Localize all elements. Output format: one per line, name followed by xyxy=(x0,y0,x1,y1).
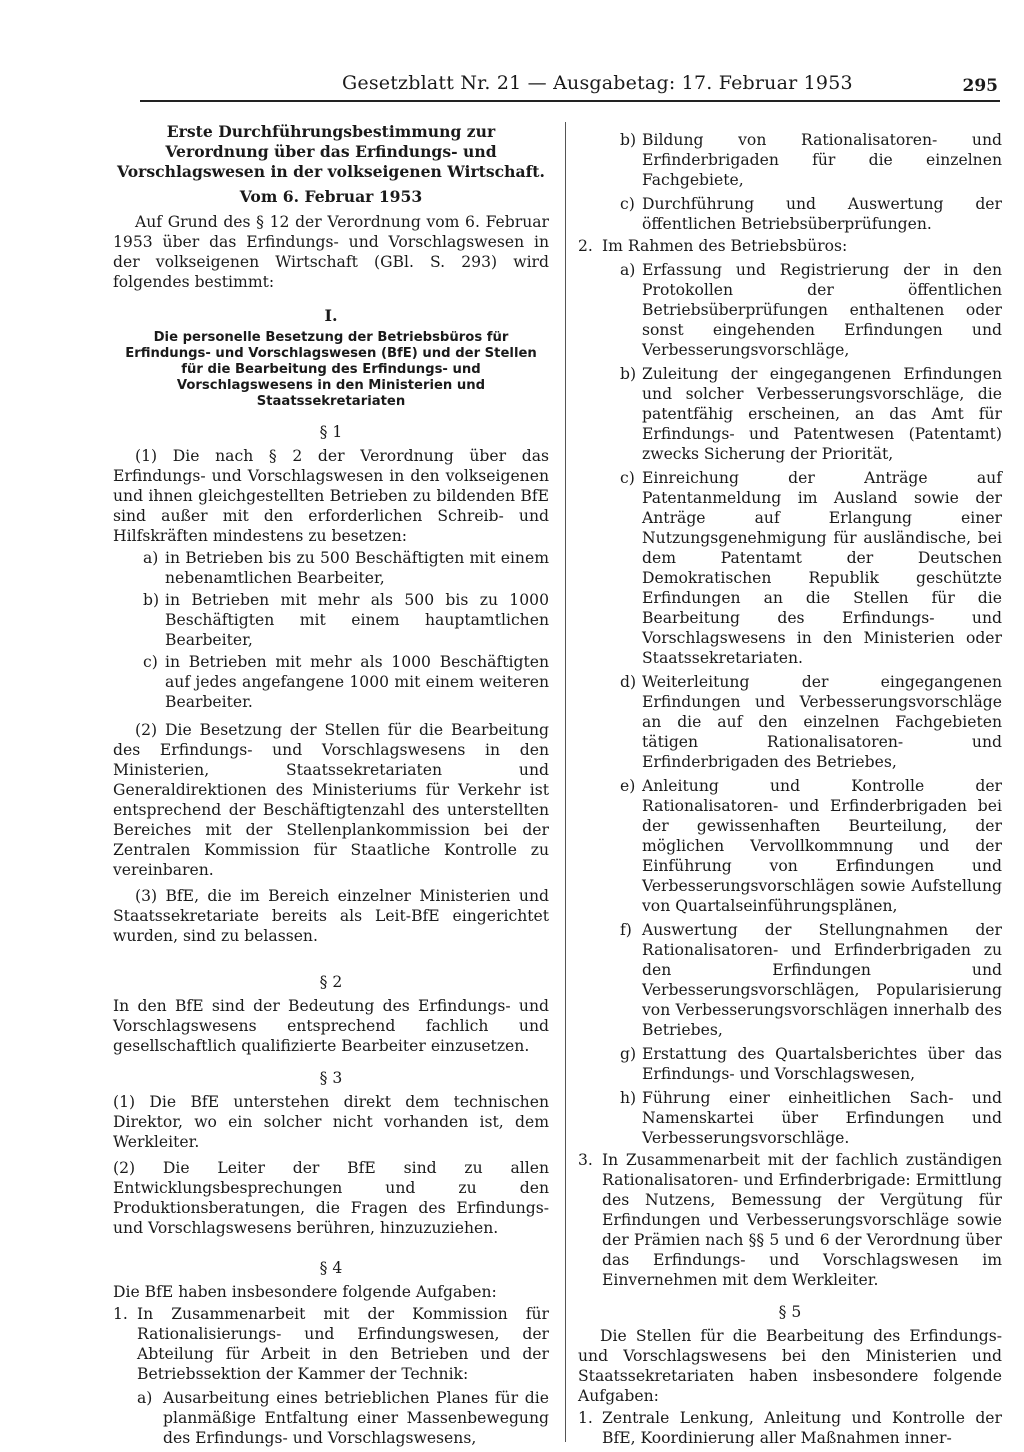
paragraph-3-subsection-2: (2) Die Leiter der BfE sind zu allen Entwicklungsbesprechungen und zu den Produktionsberatungen, die Fragen des Erfindungs- und Vorschlagswesens berühren, hinzuzuziehen. xyxy=(113,1159,549,1237)
list-item xyxy=(578,1408,1002,1448)
list-item-text: Zuleitung der eingegangenen Erfindungen und solcher Verbesserungsvorschläge, die patentfähig erscheinen, an das Amt für Erfindungs- und Patentwesen (Patentamt) zwecks Sicherung der Priorität, xyxy=(642,365,1002,463)
list-item xyxy=(578,364,1002,464)
list-item xyxy=(578,1088,1002,1148)
list-item-label: 2. xyxy=(578,237,593,255)
list-item-label: 1. xyxy=(113,1305,128,1323)
paragraph-2-text: In den BfE sind der Bedeutung des Erfindungs- und Vorschlagswesens entsprechend fachlich und gesellschaftlich qualifizierte Bearbeiter einzusetzen. xyxy=(113,997,549,1055)
list-item xyxy=(578,194,1002,234)
page-number: 295 xyxy=(962,76,998,96)
paragraph-1-subsection-1: (1) Die nach § 2 der Verordnung über das Erfindungs- und Vorschlagswesen in den volkseigenen und ihnen gleichgestellten Betrieben zu bildenden BfE sind außer mit den erforderlichen Schreib- und Hilfskräften mindestens zu besetzen: xyxy=(113,447,549,545)
paragraph-3-subsection-1: (1) Die BfE unterstehen direkt dem technischen Direktor, wo ein solcher nicht vorhanden ist, dem Werkleiter. xyxy=(113,1093,549,1151)
section-numeral: I. xyxy=(324,306,338,325)
list-item xyxy=(113,590,549,650)
list-item xyxy=(578,468,1002,668)
list-item xyxy=(113,652,549,712)
list-item xyxy=(578,1044,1002,1084)
list-item-label: h) xyxy=(620,1089,637,1107)
list-item-label: e) xyxy=(620,777,636,795)
list-item xyxy=(578,130,1002,190)
list-item-label: a) xyxy=(620,261,636,279)
list-item-text: In Zusammenarbeit mit der fachlich zuständigen Rationalisatoren- und Erfinderbrigade: Ermittlung des Nutzens, Bemessung der Vergütung für Erfindungen und Verbesserungsvorschläge sowie der Prämien nach §§ 5 und 6 der Verordnung über das Erfindungs- und Vorschlagswesen im Einvernehmen mit dem Werkleiter. xyxy=(602,1151,1002,1289)
list-item-label: 3. xyxy=(578,1151,593,1169)
paragraph-1-heading: § 1 xyxy=(319,423,343,441)
list-item-label: a) xyxy=(137,1389,153,1407)
list-item-text: Im Rahmen des Betriebsbüros: xyxy=(602,237,848,255)
list-item-text: Einreichung der Anträge auf Patentanmeldung im Ausland sowie der Anträge auf Erlangung einer Nutzungsgenehmigung für ausländische, bei dem Patentamt der Deutschen Demokratischen Republik geschützte Erfindungen an die Stellen für die Bearbeitung des Erfindungs- und Vorschlagswesens in den Ministerien oder Staatssekretariaten. xyxy=(642,469,1002,667)
list-item xyxy=(113,1304,549,1384)
list-item-label: c) xyxy=(620,195,635,213)
list-item xyxy=(578,1150,1002,1290)
list-item-text: Erstattung des Quartalsberichtes über das Erfindungs- und Vorschlagswesen, xyxy=(642,1045,1002,1083)
list-item-label: c) xyxy=(620,469,635,487)
list-item xyxy=(578,236,1002,256)
paragraph-4-intro: Die BfE haben insbesondere folgende Aufgaben: xyxy=(113,1283,497,1301)
paragraph-2-heading: § 2 xyxy=(319,973,343,991)
paragraph-4-heading: § 4 xyxy=(319,1259,343,1277)
list-item xyxy=(113,1388,549,1448)
list-item-text: Anleitung und Kontrolle der Rationalisatoren- und Erfinderbrigaden bei der gewissenhaften Beurteilung, der möglichen Vervollkommnung und der Einführung von Erfindungen und Verbesserungsvorschlägen sowie Aufstellung von Quartalseinführungsplänen, xyxy=(642,777,1002,915)
list-item-text: Durchführung und Auswertung der öffentlichen Betriebsüberprüfungen. xyxy=(642,195,1002,233)
list-item-label: b) xyxy=(143,591,160,609)
list-item-text: Bildung von Rationalisatoren- und Erfinderbrigaden für die einzelnen Fachgebiete, xyxy=(642,131,1002,189)
list-item-text: Erfassung und Registrierung der in den Protokollen der öffentlichen Betriebsüberprüfungen enthaltenen oder sonst eingehenden Erfindungen und Verbesserungsvorschläge, xyxy=(642,261,1002,359)
list-item-text: Zentrale Lenkung, Anleitung und Kontrolle der BfE, Koordinierung aller Maßnahmen inner- xyxy=(602,1409,1002,1447)
list-item-label: b) xyxy=(620,131,637,149)
list-item-text: in Betrieben mit mehr als 500 bis zu 1000 Beschäftigten mit einem hauptamtlichen Bearbeiter, xyxy=(165,591,549,649)
list-item-label: f) xyxy=(620,921,632,939)
page-header xyxy=(140,72,1000,102)
intro-paragraph: Auf Grund des § 12 der Verordnung vom 6. Februar 1953 über das Erfindungs- und Vorschlagswesen in der volkseigenen Wirtschaft (GBl. S. 293) wird folgendes bestimmt: xyxy=(113,213,549,291)
list-item-label: a) xyxy=(143,549,159,567)
document-title: Erste Durchführungsbestimmung zur Verordnung über das Erfindungs- und Vorschlagswesen in der volkseigenen Wirtschaft. xyxy=(117,122,545,181)
list-item-text: Weiterleitung der eingegangenen Erfindungen und Verbesserungsvorschläge an die auf den einzelnen Fachgebieten tätigen Rationalisatoren- und Erfinderbrigaden des Betriebes, xyxy=(642,673,1002,771)
paragraph-5-text: Die Stellen für die Bearbeitung des Erfindungs- und Vorschlagswesens bei den Ministerien und Staatssekretariaten haben insbesondere folgende Aufgaben: xyxy=(578,1327,1002,1405)
list-item-text: In Zusammenarbeit mit der Kommission für Rationalisierungs- und Erfindungswesen, der Abteilung für Arbeit in den Betrieben und der Betriebssektion der Kammer der Technik: xyxy=(137,1305,549,1383)
list-item xyxy=(578,672,1002,772)
list-item-label: c) xyxy=(143,653,158,671)
list-item-label: b) xyxy=(620,365,637,383)
list-item-label: 1. xyxy=(578,1409,593,1427)
paragraph-1-subsection-3: (3) BfE, die im Bereich einzelner Ministerien und Staatssekretariate bereits als Leit-BfE eingerichtet wurden, sind zu belassen. xyxy=(113,887,549,945)
list-item xyxy=(578,260,1002,360)
list-item xyxy=(578,776,1002,916)
left-column xyxy=(113,122,549,1448)
paragraph-1-subsection-2: (2) Die Besetzung der Stellen für die Bearbeitung des Erfindungs- und Vorschlagswesens in den Ministerien, Staatssekretariaten und Generaldirektionen des Ministeriums für Verkehr ist entsprechend der Beschäftigtenzahl des unterstellten Bereiches mit der Stellenplankommission bei der Zentralen Kommission für Staatliche Kontrolle zu vereinbaren. xyxy=(113,721,549,879)
column-divider xyxy=(565,122,566,1442)
list-item-text: in Betrieben bis zu 500 Beschäftigten mit einem nebenamtlichen Bearbeiter, xyxy=(165,549,549,587)
section-heading: Die personelle Besetzung der Betriebsbüros für Erfindungs- und Vorschlagswesen (BfE) und der Stellen für die Bearbeitung des Erfindungs- und Vorschlagswesens in den Ministerien und Staatssekretariaten xyxy=(125,330,537,409)
list-item xyxy=(113,548,549,588)
list-item-text: Führung einer einheitlichen Sach- und Namenskartei über Erfindungen und Verbesserungsvorschläge. xyxy=(642,1089,1002,1147)
list-item-label: g) xyxy=(620,1045,637,1063)
list-item-text: Ausarbeitung eines betrieblichen Planes für die planmäßige Entfaltung einer Massenbewegung des Erfindungs- und Vorschlagswesens, xyxy=(163,1389,549,1447)
right-column xyxy=(578,122,1002,1448)
list-item-text: Auswertung der Stellungnahmen der Rationalisatoren- und Erfinderbrigaden zu den Erfindungen und Verbesserungsvorschlägen, Popularisierung von Verbesserungsvorschlägen innerhalb des Betriebes, xyxy=(642,921,1002,1039)
list-item-text: in Betrieben mit mehr als 1000 Beschäftigten auf jedes angefangene 1000 mit einem weiteren Bearbeiter. xyxy=(165,653,549,711)
document-date: Vom 6. Februar 1953 xyxy=(239,187,423,206)
paragraph-3-heading: § 3 xyxy=(319,1069,343,1087)
paragraph-5-heading: § 5 xyxy=(778,1303,802,1321)
header-title: Gesetzblatt Nr. 21 — Ausgabetag: 17. Februar 1953 xyxy=(342,72,853,94)
list-item xyxy=(578,920,1002,1040)
list-item-label: d) xyxy=(620,673,637,691)
